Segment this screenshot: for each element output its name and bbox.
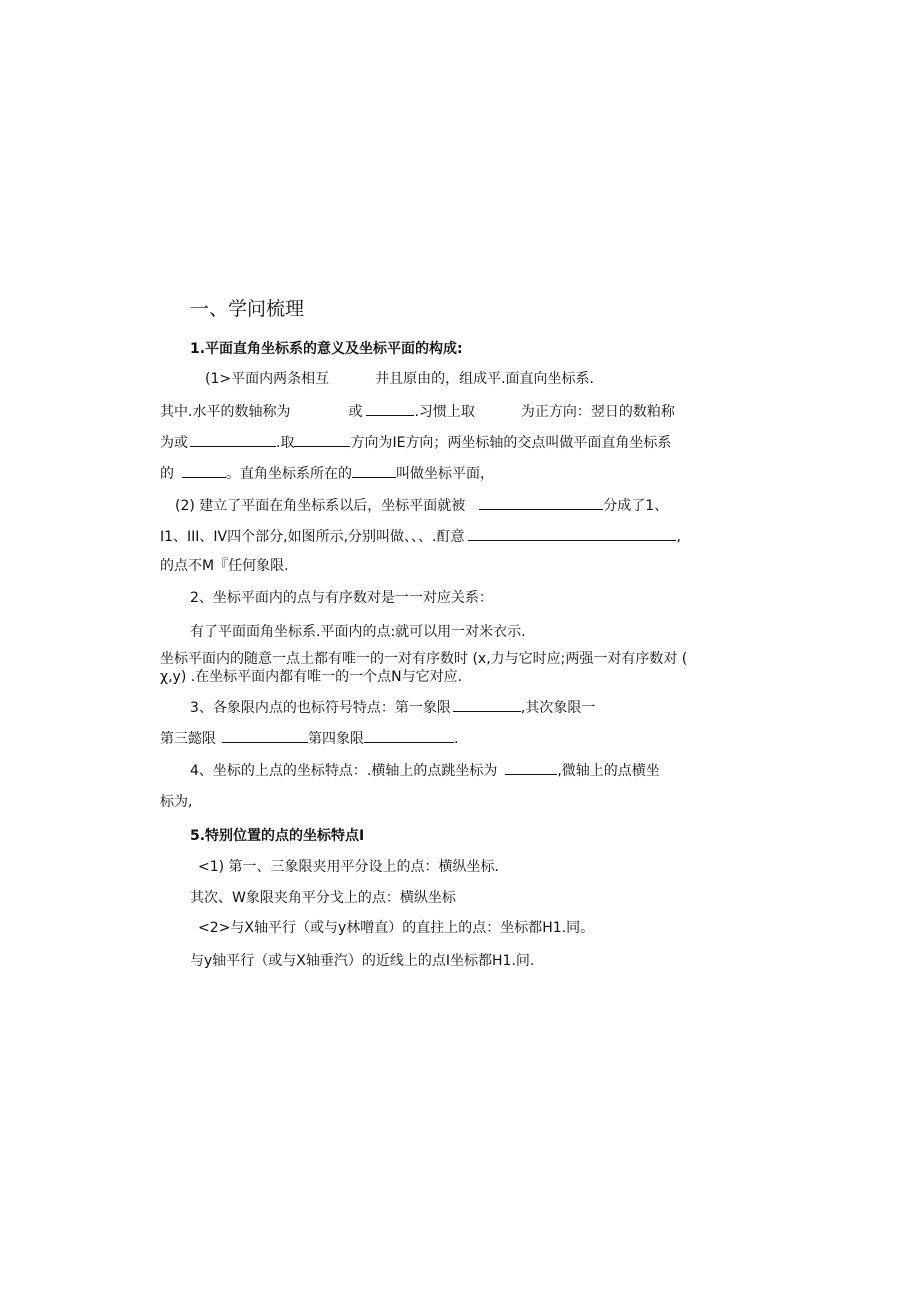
text-segment: 第四象限: [308, 731, 364, 747]
text-segment: 4、坐标的上点的坐标特点：.横轴上的点跳坐标为: [190, 763, 498, 779]
text-segment: 或: [348, 404, 363, 420]
point-4-line-2: 标为,: [160, 794, 193, 810]
text-segment: 其中.水平的数轴称为: [160, 404, 291, 420]
text-segment: .取: [276, 435, 295, 451]
point-2-line-1: 有了平面面角坐标系.平面内的点:就可以用一对米衣示.: [190, 624, 526, 640]
point-3-line-2: [160, 727, 458, 749]
blank-line: [352, 462, 396, 478]
text-segment: 为或: [160, 435, 188, 451]
point-1-line-6: [160, 525, 681, 547]
point-1-line-2: [160, 400, 675, 422]
blank-line: [479, 494, 603, 510]
blank-line: [364, 727, 454, 743]
point-5-line-3: <2>与X轴平行（或与y林噌直）的直拄上的点：坐标都H1.同。: [198, 920, 595, 936]
text-segment: 3、各象限内点的也标符号特点：第一象限: [190, 700, 451, 716]
text-segment: ,微轴上的点横坐: [557, 763, 660, 779]
point-5-line-4: 与y轴平行（或与X轴垂汽）的近线上的点I坐标都H1.问.: [190, 953, 535, 969]
text-segment: (2) 建立了平面在角坐标系以后，坐标平面就被: [175, 498, 466, 514]
blank-line: [190, 431, 276, 447]
text-segment: (1>平面内两条相互: [205, 371, 330, 387]
point-2-line-2: 坐标平面内的随意一点土都有唯一的一对有序数时 (x,力与它时应;两强一对有序数对 (: [160, 651, 688, 667]
point-5-line-1: <1) 第一、三象限夹用平分设上的点：横纵坐标.: [198, 859, 499, 875]
text-segment: .习惯上取: [414, 404, 475, 420]
point-1-line-5: [175, 494, 668, 516]
text-segment: 。直角坐标系所在的: [226, 466, 352, 482]
point-1-line-7: 的点不M『任何象限.: [160, 558, 289, 574]
blank-line: [468, 525, 676, 541]
text-segment: 分成了1、: [603, 498, 669, 514]
text-segment: 为正方向：翌日的数粕称: [520, 404, 675, 420]
text-segment: 井且原由的，组成平.面直向坐标系.: [375, 371, 595, 387]
point-1-line-3: [160, 431, 671, 453]
point-1-title: 1.平面直角坐标系的意义及坐标平面的构成:: [190, 341, 463, 357]
point-5-title: 5.特别位置的点的坐标特点I: [190, 828, 365, 844]
point-2-title: 2、坐标平面内的点与有序数对是一一对应关系：: [190, 590, 493, 606]
text-segment: I1、III、IV四个部分,如图所示,分别叫做、、、.酊意: [160, 529, 465, 545]
text-segment: 方向为IE方向；两坐标轴的交点叫做平面直角坐标系: [350, 435, 672, 451]
text-segment: ,: [676, 529, 681, 545]
text-segment: 第三懿限: [160, 731, 216, 747]
blank-line: [182, 462, 226, 478]
blank-line: [505, 759, 557, 775]
text-segment: ,其次象限一: [520, 700, 596, 716]
text-segment: 的: [160, 466, 174, 482]
point-2-line-3: χ,y) .在坐标平面内都有唯一的一个点N与它对应.: [160, 669, 463, 685]
text-segment: .: [454, 731, 459, 747]
blank-line: [453, 696, 521, 712]
point-1-line-1: [205, 369, 594, 389]
text-segment: 叫做坐标平面，: [396, 466, 494, 482]
point-1-line-4: [160, 462, 494, 484]
blank-line: [294, 431, 350, 447]
point-3-line-1: [190, 696, 595, 718]
point-5-line-2: 其次、W象限夹角平分戈上的点：横纵坐标: [190, 890, 456, 906]
section-title: 一、学问梳理: [190, 298, 305, 320]
blank-line: [366, 400, 414, 416]
blank-line: [222, 727, 308, 743]
point-4-line-1: [190, 759, 660, 781]
